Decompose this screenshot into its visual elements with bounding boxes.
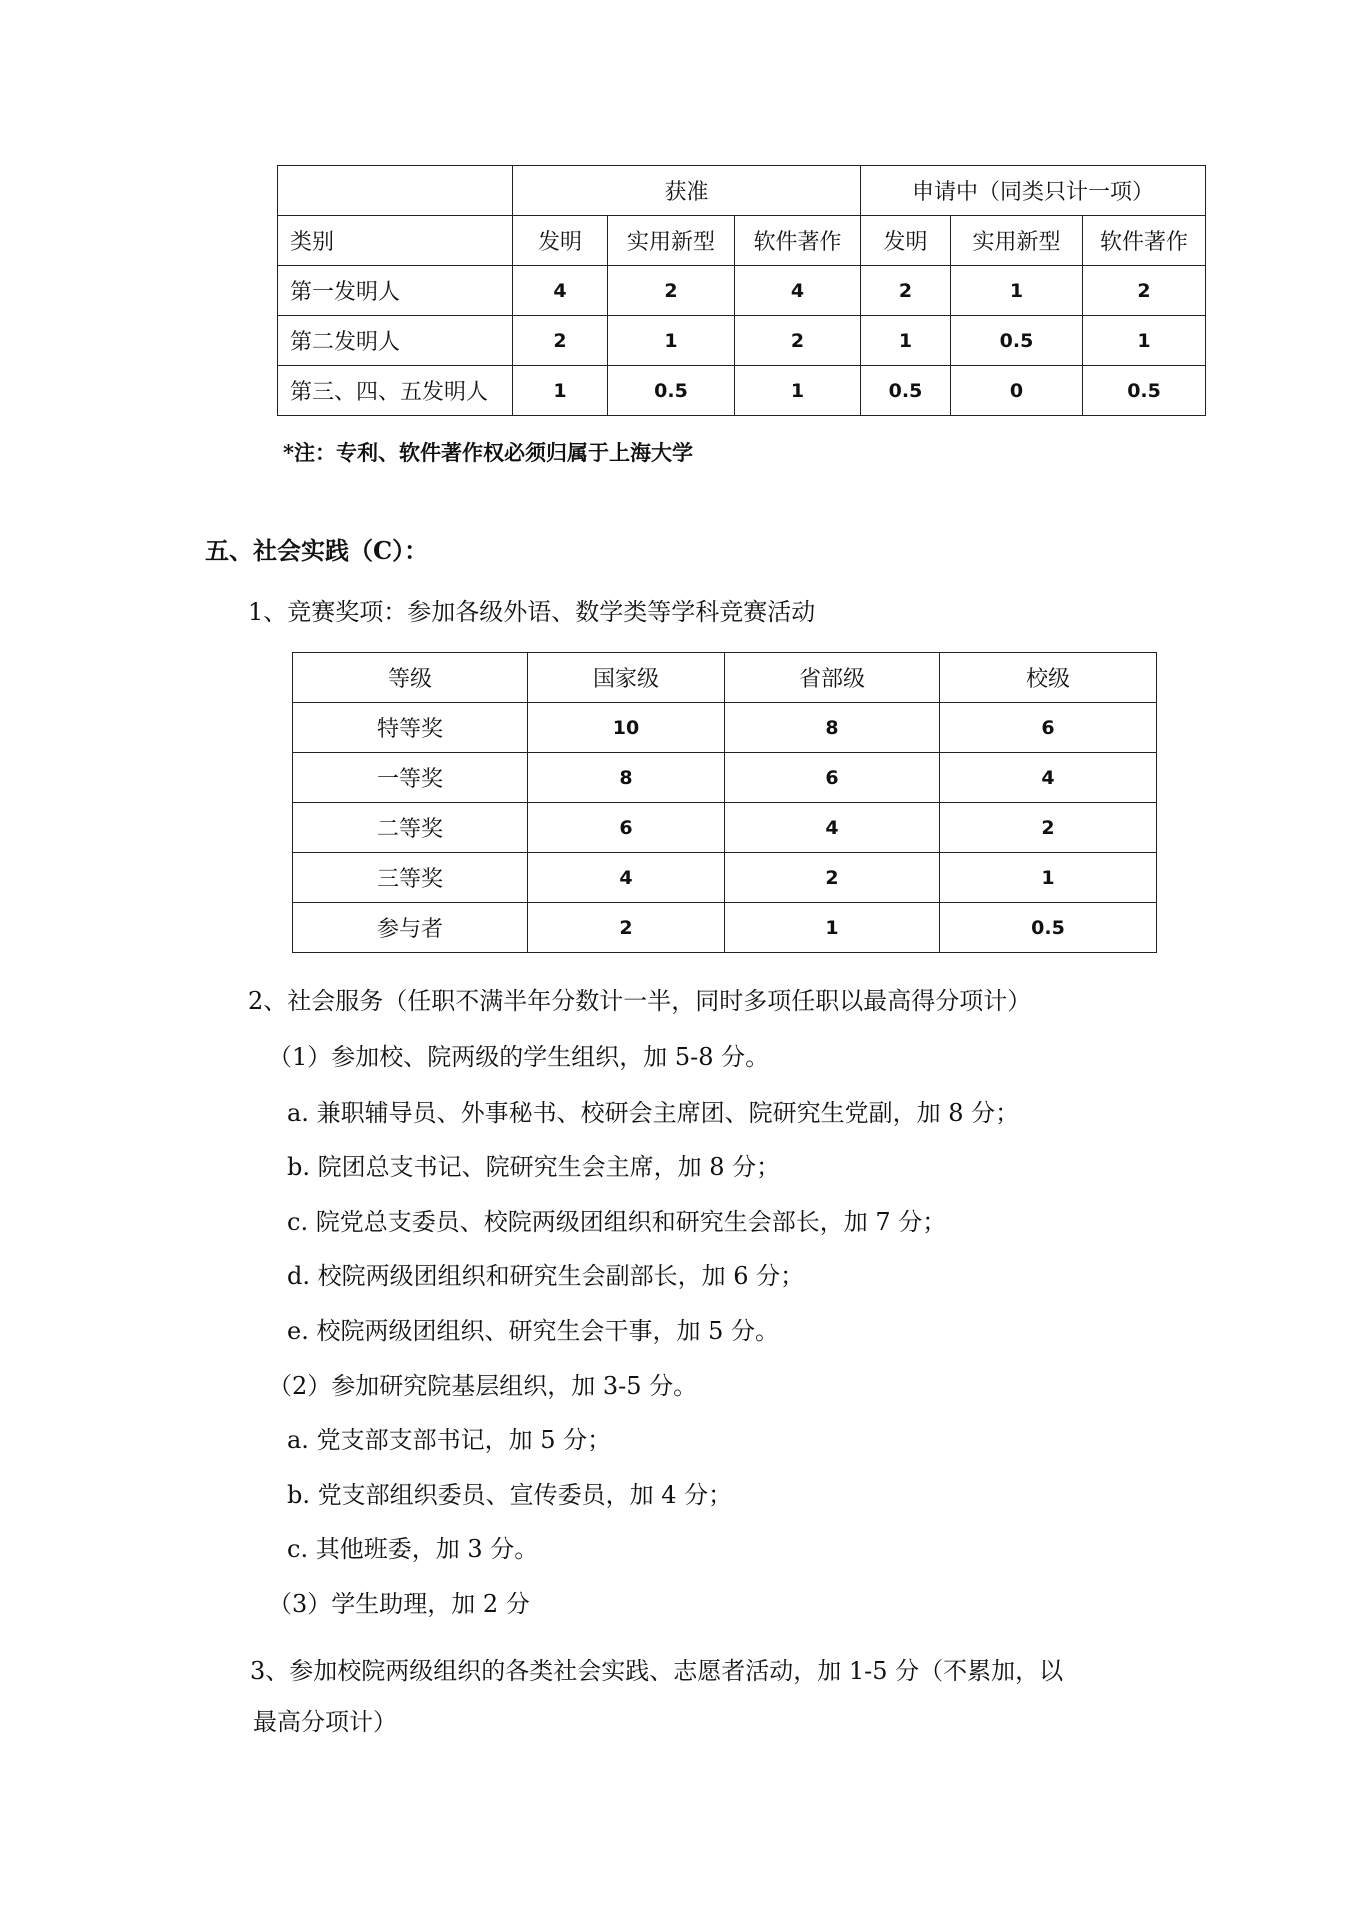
score-cell: 1 xyxy=(951,266,1083,316)
item-social-service: 2、社会服务（任职不满半年分数计一半，同时多项任职以最高得分项计） xyxy=(248,987,1032,1015)
score-cell: 1 xyxy=(1083,316,1206,366)
section-heading: 五、社会实践（C）： xyxy=(205,536,429,565)
subitem-2-c: c. 其他班委，加 3 分。 xyxy=(287,1535,539,1563)
score-cell: 2 xyxy=(861,266,951,316)
subitem-2-b: b. 党支部组织委员、宣传委员，加 4 分； xyxy=(287,1481,733,1509)
subitem-1: （1）参加校、院两级的学生组织，加 5-8 分。 xyxy=(268,1043,770,1071)
score-cell: 0.5 xyxy=(1083,366,1206,416)
score-cell: 10 xyxy=(528,703,725,753)
score-cell: 4 xyxy=(735,266,861,316)
table-row xyxy=(293,753,1157,803)
score-cell: 0.5 xyxy=(608,366,735,416)
score-cell: 6 xyxy=(528,803,725,853)
subheader-cell: 软件著作 xyxy=(735,216,861,266)
table-row xyxy=(293,703,1157,753)
row-label: 参与者 xyxy=(293,903,528,953)
score-cell: 1 xyxy=(725,903,940,953)
table-subheader-row xyxy=(278,216,1206,266)
subitem-2: （2）参加研究院基层组织，加 3-5 分。 xyxy=(268,1372,698,1400)
subitem-1-c: c. 院党总支委员、校院两级团组织和研究生会部长，加 7 分； xyxy=(287,1208,947,1236)
header-cell: 国家级 xyxy=(528,653,725,703)
subheader-cell: 实用新型 xyxy=(608,216,735,266)
table-header-row xyxy=(278,166,1206,216)
score-cell: 6 xyxy=(940,703,1157,753)
score-cell: 2 xyxy=(725,853,940,903)
subheader-cell: 发明 xyxy=(513,216,608,266)
score-cell: 8 xyxy=(528,753,725,803)
table-row xyxy=(293,853,1157,903)
table-row xyxy=(293,903,1157,953)
empty-corner-cell xyxy=(278,166,513,216)
score-cell: 2 xyxy=(608,266,735,316)
row-label: 二等奖 xyxy=(293,803,528,853)
score-cell: 2 xyxy=(513,316,608,366)
score-cell: 1 xyxy=(513,366,608,416)
item-competition: 1、竞赛奖项：参加各级外语、数学类等学科竞赛活动 xyxy=(248,598,816,626)
row-label: 特等奖 xyxy=(293,703,528,753)
header-cell: 校级 xyxy=(940,653,1157,703)
subheader-cell: 实用新型 xyxy=(951,216,1083,266)
subitem-1-d: d. 校院两级团组织和研究生会副部长，加 6 分； xyxy=(287,1262,805,1290)
approved-group-header: 获准 xyxy=(513,166,861,216)
table-row xyxy=(278,366,1206,416)
score-cell: 2 xyxy=(1083,266,1206,316)
score-cell: 2 xyxy=(528,903,725,953)
score-cell: 0 xyxy=(951,366,1083,416)
score-cell: 4 xyxy=(528,853,725,903)
score-cell: 4 xyxy=(513,266,608,316)
patent-score-table xyxy=(277,165,1206,416)
score-cell: 1 xyxy=(608,316,735,366)
item-volunteer-line2: 最高分项计） xyxy=(253,1708,397,1736)
table-row xyxy=(293,803,1157,853)
score-cell: 1 xyxy=(940,853,1157,903)
pending-group-header: 申请中（同类只计一项） xyxy=(861,166,1206,216)
patent-note: *注：专利、软件著作权必须归属于上海大学 xyxy=(283,440,693,465)
table-header-row xyxy=(293,653,1157,703)
subitem-3: （3）学生助理，加 2 分 xyxy=(268,1590,530,1618)
subitem-2-a: a. 党支部支部书记，加 5 分； xyxy=(287,1426,612,1454)
category-header: 类别 xyxy=(278,216,513,266)
subitem-1-a: a. 兼职辅导员、外事秘书、校研会主席团、院研究生党副，加 8 分； xyxy=(287,1099,1020,1127)
subheader-cell: 发明 xyxy=(861,216,951,266)
score-cell: 6 xyxy=(725,753,940,803)
score-cell: 0.5 xyxy=(940,903,1157,953)
score-cell: 1 xyxy=(861,316,951,366)
item-volunteer-line1: 3、参加校院两级组织的各类社会实践、志愿者活动，加 1-5 分（不累加，以 xyxy=(250,1657,1064,1685)
subitem-1-b: b. 院团总支书记、院研究生会主席，加 8 分； xyxy=(287,1153,781,1181)
score-cell: 4 xyxy=(940,753,1157,803)
score-cell: 2 xyxy=(940,803,1157,853)
score-cell: 0.5 xyxy=(951,316,1083,366)
score-cell: 8 xyxy=(725,703,940,753)
score-cell: 2 xyxy=(735,316,861,366)
row-label: 一等奖 xyxy=(293,753,528,803)
header-cell: 等级 xyxy=(293,653,528,703)
table-row xyxy=(278,266,1206,316)
row-label: 第二发明人 xyxy=(278,316,513,366)
subitem-1-e: e. 校院两级团组织、研究生会干事，加 5 分。 xyxy=(287,1317,779,1345)
competition-score-table xyxy=(292,652,1157,953)
score-cell: 4 xyxy=(725,803,940,853)
subheader-cell: 软件著作 xyxy=(1083,216,1206,266)
row-label: 第一发明人 xyxy=(278,266,513,316)
header-cell: 省部级 xyxy=(725,653,940,703)
row-label: 三等奖 xyxy=(293,853,528,903)
table-row xyxy=(278,316,1206,366)
row-label: 第三、四、五发明人 xyxy=(278,366,513,416)
score-cell: 1 xyxy=(735,366,861,416)
score-cell: 0.5 xyxy=(861,366,951,416)
